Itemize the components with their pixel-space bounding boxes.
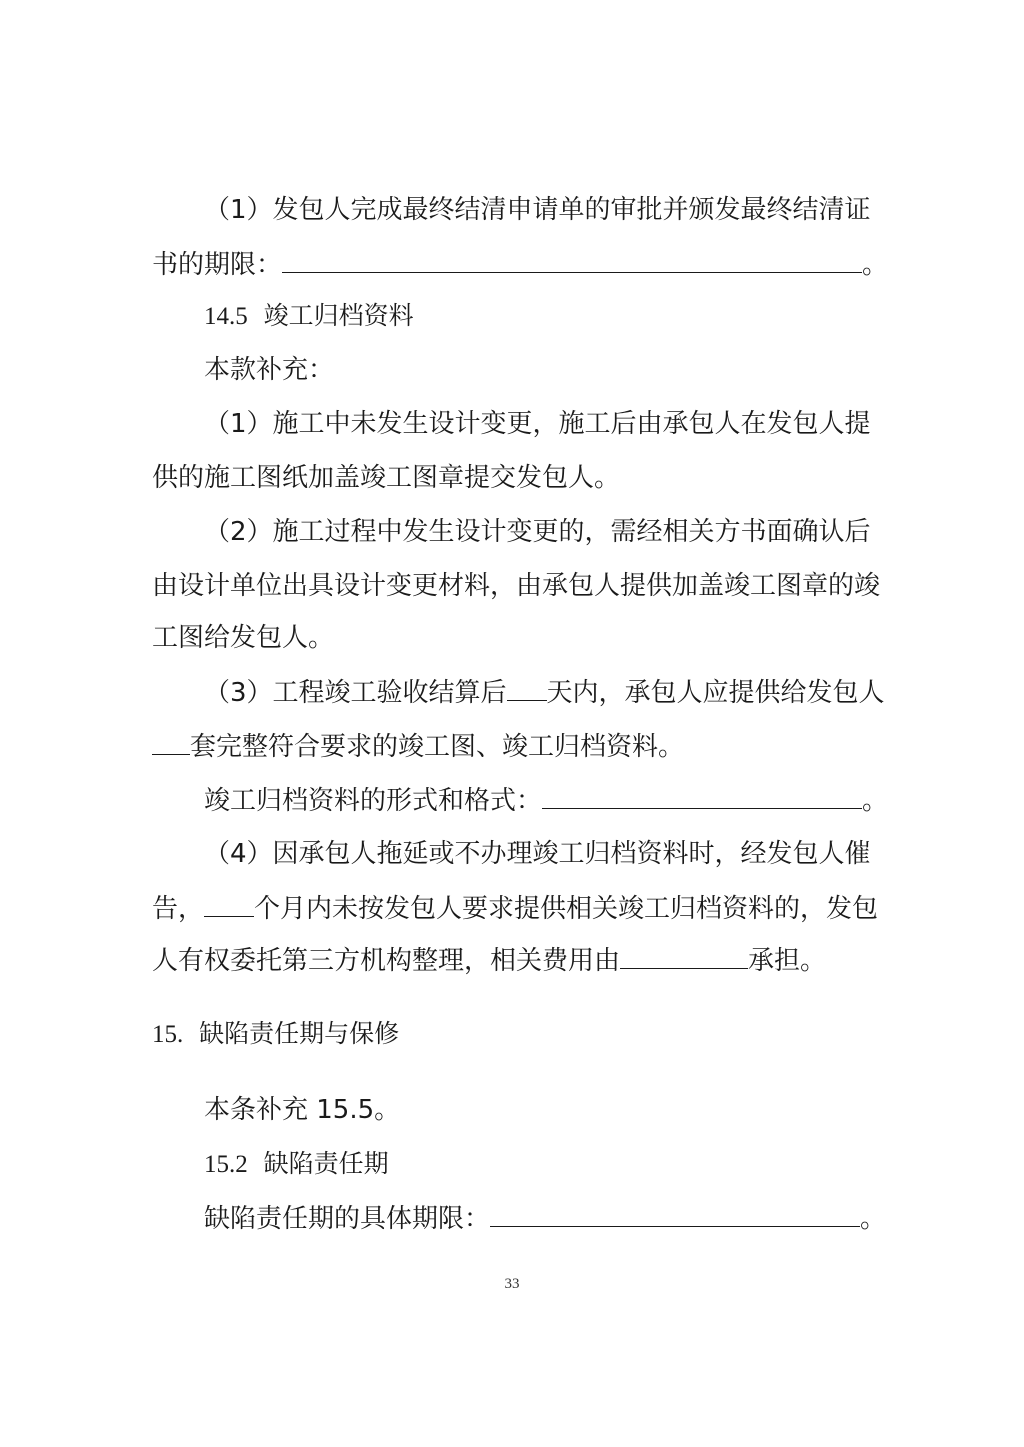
para-delay-line3: 人有权委托第三方机构整理，相关费用由 承担。 [152, 942, 874, 979]
para-design-change-line2: 由设计单位出具设计变更材料，由承包人提供加盖竣工图章的竣 [152, 571, 881, 601]
blank-field [282, 246, 862, 273]
blank-field [490, 1200, 860, 1227]
blank-field [204, 890, 254, 917]
supplement-label: 本款补充： [204, 355, 335, 385]
para-final-settlement-line2: 书的期限： 。 [152, 246, 874, 283]
blank-field [620, 942, 748, 969]
blank-field [542, 782, 862, 809]
para-no-change-line1: （1）施工中未发生设计变更，施工后由承包人在发包人提 [204, 409, 871, 439]
para-archive-format: 竣工归档资料的形式和格式： 。 [204, 782, 874, 819]
para-no-change-line2: 供的施工图纸加盖竣工图章提交发包人。 [152, 463, 621, 493]
para-defect-period: 缺陷责任期的具体期限： 。 [204, 1200, 874, 1237]
heading-14-5: 14.5 竣工归档资料 [204, 301, 414, 330]
para-delay-line1: （4）因承包人拖延或不办理竣工归档资料时，经发包人催 [204, 839, 871, 869]
heading-15-2: 15.2 缺陷责任期 [204, 1149, 389, 1178]
para-design-change-line3: 工图给发包人。 [152, 623, 335, 653]
page-number: 33 [504, 1276, 520, 1292]
para-final-settlement-line1: （1）发包人完成最终结清申请单的审批并颁发最终结清证 [204, 195, 871, 225]
para-design-change-line1: （2）施工过程中发生设计变更的，需经相关方书面确认后 [204, 517, 871, 547]
para-archive-days-line2: 套完整符合要求的竣工图、竣工归档资料。 [152, 728, 874, 765]
heading-15: 15. 缺陷责任期与保修 [152, 1019, 400, 1048]
blank-field [152, 728, 190, 755]
supplement-15-5: 本条补充 15.5。 [204, 1095, 401, 1125]
para-delay-line2: 告， 个月内未按发包人要求提供相关竣工归档资料的，发包 [152, 890, 874, 927]
para-archive-days-line1: （3）工程竣工验收结算后 天内，承包人应提供给发包人 [204, 674, 874, 711]
blank-field [507, 674, 547, 701]
